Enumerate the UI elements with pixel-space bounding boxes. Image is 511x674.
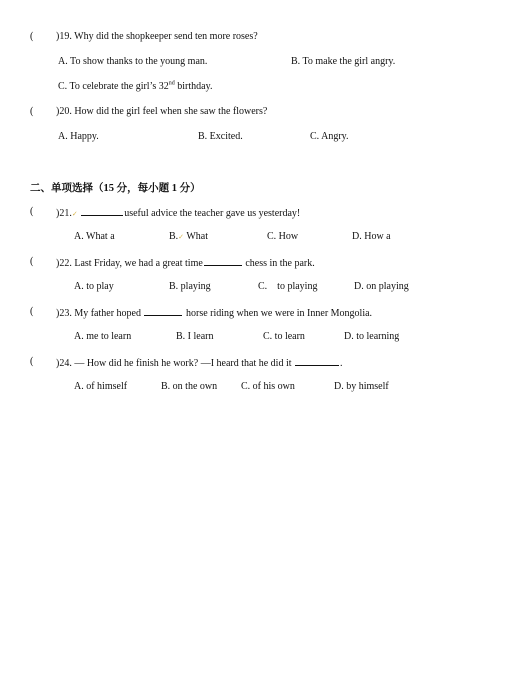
question-text: )19. Why did the shopkeeper send ten more roses? [56,31,258,42]
question-text: )21.✓ useful advice the teacher gave us yesterday! [56,208,301,219]
option-a: A. to play [74,281,114,292]
option-c: C. Angry. [310,131,349,142]
fill-blank [144,306,182,316]
option-b: B. playing [169,281,211,292]
option-c: C. of his own [241,381,295,392]
option-d: D. on playing [354,281,409,292]
option-d: D. by himself [334,381,389,392]
answer-paren: ( [30,306,34,317]
option-d: D. How a [352,231,391,242]
question-text: )24. — How did he finish he work? —I heard that he did it . [56,358,343,369]
answer-paren: ( [30,31,34,42]
question-text: )22. Last Friday, we had a great time chess in the park. [56,258,315,269]
option-d: D. to learning [344,331,400,342]
option-c: C. to playing [258,281,318,292]
option-c: C. How [267,231,299,242]
option-c: C. To celebrate the girl’s 32nd birthday. [58,80,213,92]
question-text: )20. How did the girl feel when she saw the flowers? [56,106,268,117]
fill-blank [81,206,123,216]
option-b: B. on the own [161,381,218,392]
section-heading: 二、单项选择（15 分，每小题 1 分） [30,183,201,194]
mark-icon: ✓ [178,233,185,241]
option-b: B. To make the girl angry. [291,56,396,67]
answer-paren: ( [30,356,34,367]
fill-blank [204,256,242,266]
question-text: )23. My father hoped horse riding when we were in Inner Mongolia. [56,308,373,319]
answer-paren: ( [30,106,34,117]
answer-paren: ( [30,256,34,267]
option-a: A. of himself [74,381,128,392]
option-a: A. To show thanks to the young man. [58,56,208,67]
superscript: nd [168,80,175,87]
option-b: B. Excited. [198,131,243,142]
option-b: B.✓ What [169,231,209,242]
option-a: A. What a [74,231,115,242]
fill-blank [295,356,339,366]
option-b: B. I learn [176,331,214,342]
mark-icon: ✓ [71,210,78,218]
answer-paren: ( [30,206,34,217]
option-a: A. Happy. [58,131,99,142]
option-c: C. to learn [263,331,305,342]
option-a: A. me to learn [74,331,132,342]
